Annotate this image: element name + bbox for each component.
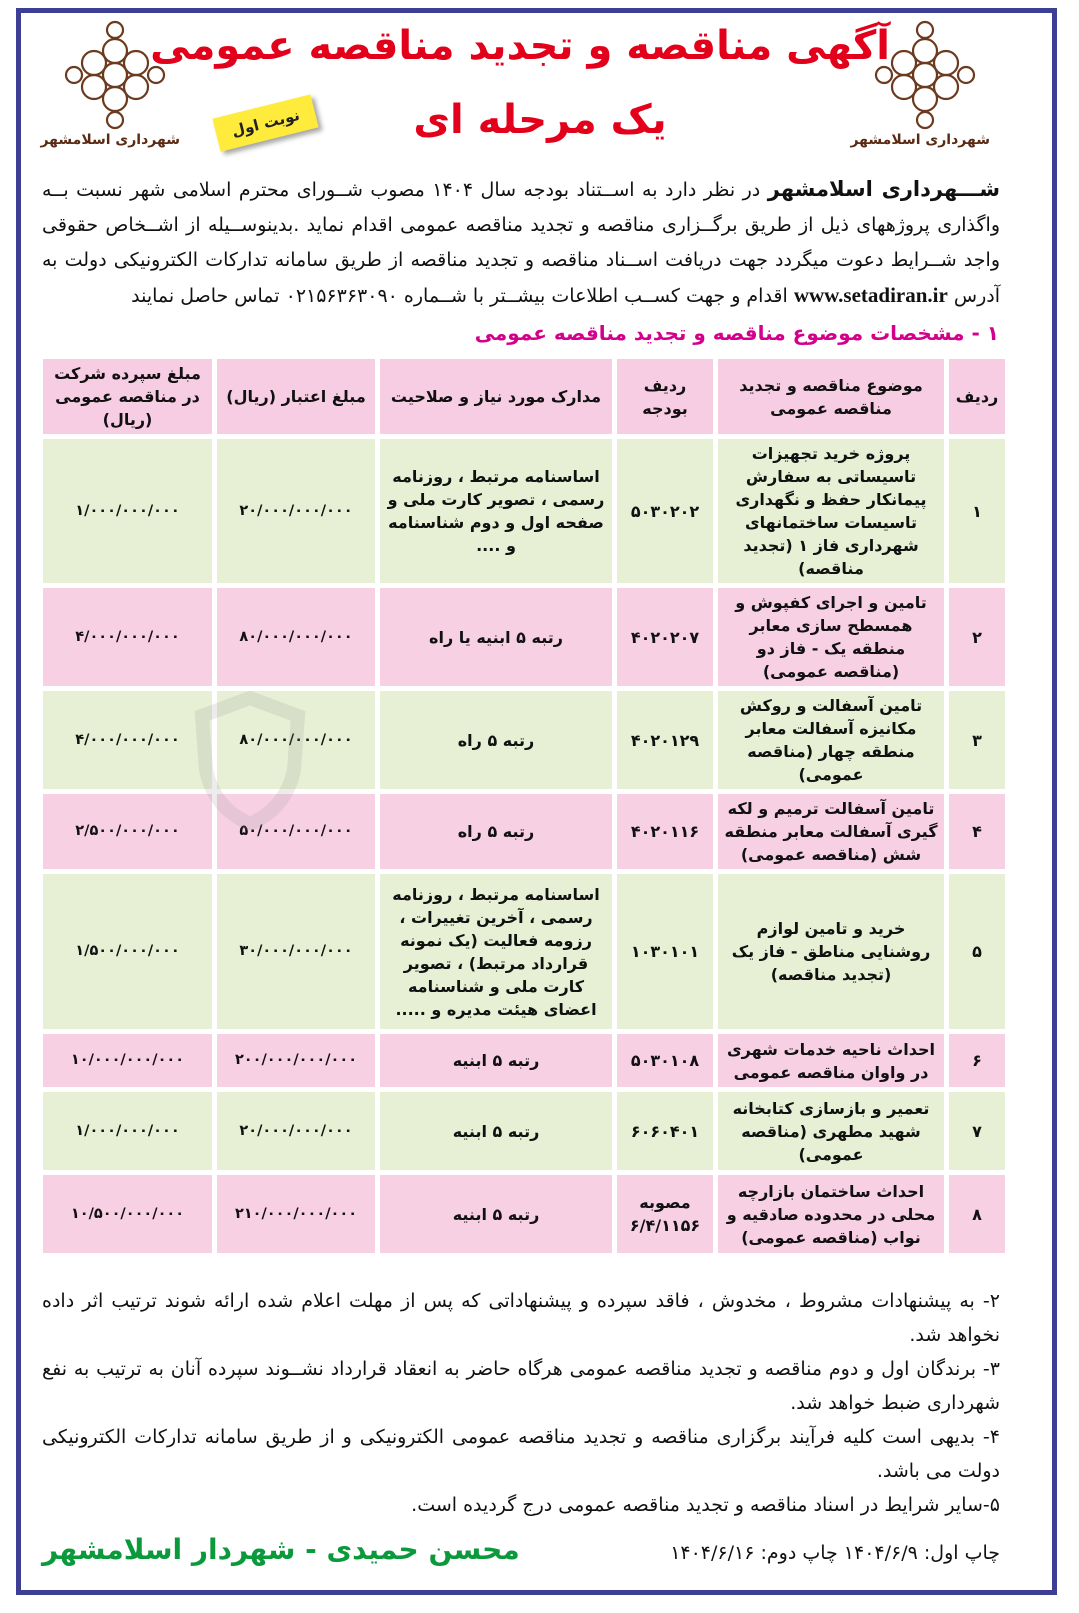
note-item: ۵-سایر شرایط در اسناد مناقصه و تجدید مناقصه عمومی درج گردیده است.: [411, 1494, 1000, 1516]
table-row: [43, 874, 1005, 1029]
row-number: ۵: [949, 874, 1005, 1029]
table-row: [43, 1034, 1005, 1087]
row-number: ۷: [949, 1092, 1005, 1170]
row-number: ۳: [949, 691, 1005, 789]
row-subject: خرید و تامین لوازم روشنایی مناطق - فاز یک (تجدید مناقصه): [718, 874, 944, 1029]
row-docs: رتبه ۵ راه: [380, 691, 612, 789]
row-budget: ۱۰۳۰۱۰۱: [617, 874, 713, 1029]
row-budget: ۴۰۲۰۱۲۹: [617, 691, 713, 789]
page-subtitle: یک مرحله ای: [413, 97, 667, 143]
row-deposit: ۱۰/۵۰۰/۰۰۰/۰۰۰: [43, 1175, 212, 1253]
row-deposit: ۱/۰۰۰/۰۰۰/۰۰۰: [43, 1092, 212, 1170]
table-row: [43, 691, 1005, 789]
signature: محسن حمیدی - شهردار اسلامشهر: [42, 1533, 520, 1566]
header: [0, 0, 1079, 168]
table-header-row: [43, 359, 1005, 434]
note-item: ۲- به پیشنهادات مشروط ، مخدوش ، فاقد سپرده و پیشنهاداتی که پس از مهلت اعلام شده ارائه شوند ترتیب اثر داده نخواهد شد.: [42, 1290, 1000, 1346]
note-item: ۳- برندگان اول و دوم مناقصه و تجدید مناقصه عمومی هرگاه حاضر به انعقاد قرارداد نشــوند سپرده آنان به ترتیب به نفع شهرداری ضبط خواهد شد.: [42, 1358, 1000, 1414]
row-subject: پروژه خرید تجهیزات تاسیساتی به سفارش پیمانکار حفظ و نگهداری تاسیسات ساختمانهای شهرداری فاز ۱ (تجدید مناقصه): [718, 439, 944, 583]
table-row: [43, 1175, 1005, 1253]
row-budget: ۶۰۶۰۴۰۱: [617, 1092, 713, 1170]
row-deposit: ۴/۰۰۰/۰۰۰/۰۰۰: [43, 588, 212, 686]
row-docs: رتبه ۵ ابنیه یا راه: [380, 588, 612, 686]
row-number: ۶: [949, 1034, 1005, 1087]
row-number: ۸: [949, 1175, 1005, 1253]
table-row: [43, 794, 1005, 869]
row-deposit: ۱۰/۰۰۰/۰۰۰/۰۰۰: [43, 1034, 212, 1087]
row-credit: ۸۰/۰۰۰/۰۰۰/۰۰۰: [217, 691, 375, 789]
row-docs: اساسنامه مرتبط ، روزنامه رسمی ، آخرین تغییرات ، رزومه فعالیت (یک نمونه قرارداد مرتبط) ، تصویر کارت ملی و شناسنامه اعضای هیئت مدیره و .....: [380, 874, 612, 1029]
row-credit: ۸۰/۰۰۰/۰۰۰/۰۰۰: [217, 588, 375, 686]
print-dates: چاپ اول: ۱۴۰۴/۶/۹ چاپ دوم: ۱۴۰۴/۶/۱۶: [670, 1542, 1000, 1564]
header-docs: مدارک مورد نیاز و صلاحیت: [380, 359, 612, 434]
table-row: [43, 588, 1005, 686]
row-deposit: ۱/۰۰۰/۰۰۰/۰۰۰: [43, 439, 212, 583]
row-deposit: ۲/۵۰۰/۰۰۰/۰۰۰: [43, 794, 212, 869]
row-subject: تامین آسفالت و روکش مکانیزه آسفالت معابر منطقه چهار (مناقصه عمومی): [718, 691, 944, 789]
org-name: شـــهرداری اسلامشهر: [767, 177, 1001, 201]
row-deposit: ۱/۵۰۰/۰۰۰/۰۰۰: [43, 874, 212, 1029]
logo-caption: شهرداری اسلامشهر: [40, 132, 180, 148]
section-title: ۱ - مشخصات موضوع مناقصه و تجدید مناقصه عمومی: [474, 321, 999, 345]
row-subject: تامین آسفالت ترمیم و لکه گیری آسفالت معابر منطقه شش (مناقصه عمومی): [718, 794, 944, 869]
logo-caption: شهرداری اسلامشهر: [850, 132, 990, 148]
row-docs: اساسنامه مرتبط ، روزنامه رسمی ، تصویر کارت ملی و صفحه اول و دوم شناسنامه و ....: [380, 439, 612, 583]
row-number: ۲: [949, 588, 1005, 686]
row-budget: ۵۰۳۰۱۰۸: [617, 1034, 713, 1087]
row-budget: ۴۰۲۰۱۱۶: [617, 794, 713, 869]
row-budget: مصوبه ۶/۴/۱۱۵۶: [617, 1175, 713, 1253]
row-credit: ۲۰۰/۰۰۰/۰۰۰/۰۰۰: [217, 1034, 375, 1087]
header-credit: مبلغ اعتبار (ریال): [217, 359, 375, 434]
header-row-no: ردیف: [949, 359, 1005, 434]
row-subject: تعمیر و بازسازی کتابخانه شهید مطهری (مناقصه عمومی): [718, 1092, 944, 1170]
row-budget: ۵۰۳۰۲۰۲: [617, 439, 713, 583]
table-row: [43, 1092, 1005, 1170]
footer: [42, 1530, 1000, 1570]
row-credit: ۵۰/۰۰۰/۰۰۰/۰۰۰: [217, 794, 375, 869]
row-credit: ۲۰/۰۰۰/۰۰۰/۰۰۰: [217, 1092, 375, 1170]
intro-text-2: اقدام و جهت کســب اطلاعات بیشــتر با شــماره ۰۲۱۵۶۳۶۳۰۹۰ تماس حاصل نمایند: [131, 285, 794, 307]
header-deposit: مبلغ سپرده شرکت در مناقصه عمومی (ریال): [43, 359, 212, 434]
row-subject: احداث ساختمان بازارچه محلی در محدوده صادقیه و نواب (مناقصه عمومی): [718, 1175, 944, 1253]
tender-table: [38, 354, 1010, 1258]
row-number: ۴: [949, 794, 1005, 869]
row-docs: رتبه ۵ ابنیه: [380, 1034, 612, 1087]
row-credit: ۳۰/۰۰۰/۰۰۰/۰۰۰: [217, 874, 375, 1029]
round-badge: نوبت اول: [212, 94, 318, 151]
intro-paragraph: [42, 172, 1000, 314]
row-number: ۱: [949, 439, 1005, 583]
intro-text: در نظر دارد به اســتناد بودجه سال ۱۴۰۴ مصوب شــورای محترم اسلامی شهر نسبت بــه واگذاری پروژههای ذیل از طریق برگــزاری مناقصه و تجدید مناقصه عمومی اقدام نماید .بدینوســیله از اشــخاص حقوقی واجد شــرایط دعوت میگردد جهت دریافت اســناد مناقصه و تجدید مناقصه از طریق سامانه تدارکات الکترونیکی دولت به آدرس: [42, 179, 1000, 307]
row-subject: تامین و اجرای کفپوش و همسطح سازی معابر منطقه یک - فاز دو (مناقصه عمومی): [718, 588, 944, 686]
row-docs: رتبه ۵ ابنیه: [380, 1175, 612, 1253]
note-item: ۴- بدیهی است کلیه فرآیند برگزاری مناقصه و تجدید مناقصه عمومی الکترونیکی و از طریق سامانه تدارکات الکترونیکی دولت می باشد.: [42, 1426, 1000, 1482]
page-title: آگهی مناقصه و تجدید مناقصه عمومی: [150, 23, 890, 69]
row-docs: رتبه ۵ ابنیه: [380, 1092, 612, 1170]
row-credit: ۲۰/۰۰۰/۰۰۰/۰۰۰: [217, 439, 375, 583]
row-docs: رتبه ۵ راه: [380, 794, 612, 869]
row-credit: ۲۱۰/۰۰۰/۰۰۰/۰۰۰: [217, 1175, 375, 1253]
row-budget: ۴۰۲۰۲۰۷: [617, 588, 713, 686]
table-row: [43, 439, 1005, 583]
header-subject: موضوع مناقصه و تجدید مناقصه عمومی: [718, 359, 944, 434]
row-subject: احداث ناحیه خدمات شهری در واوان مناقصه عمومی: [718, 1034, 944, 1087]
header-budget-row: ردیف بودجه: [617, 359, 713, 434]
website-link[interactable]: www.setadiran.ir: [793, 283, 948, 307]
notes: [42, 1284, 1000, 1522]
row-deposit: ۴/۰۰۰/۰۰۰/۰۰۰: [43, 691, 212, 789]
